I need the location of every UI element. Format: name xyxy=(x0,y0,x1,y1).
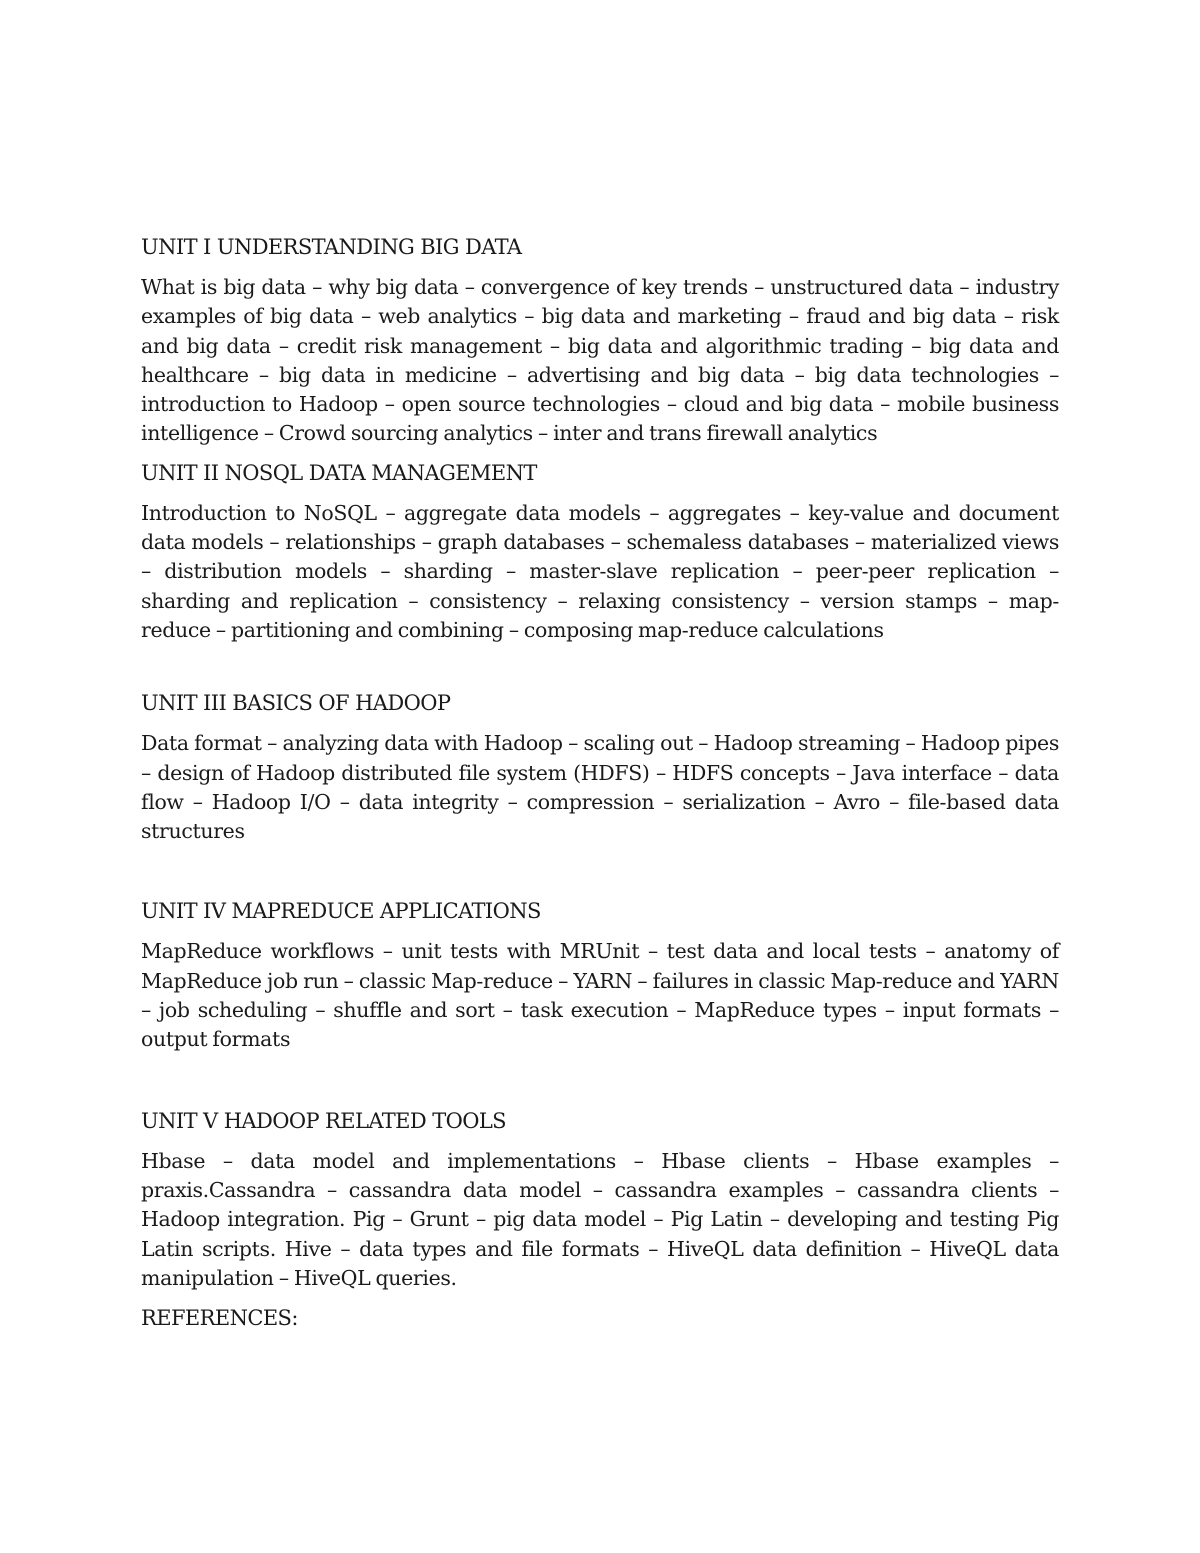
syllabus-document xyxy=(141,232,1059,1344)
unit-4-heading: UNIT IV MAPREDUCE APPLICATIONS xyxy=(141,899,541,924)
unit-3-section xyxy=(141,688,1059,846)
unit-3-heading: UNIT III BASICS OF HADOOP xyxy=(141,691,451,716)
unit-2-heading: UNIT II NOSQL DATA MANAGEMENT xyxy=(141,460,537,485)
unit-1-body: What is big data – why big data – convergence of key trends – unstructured data – industry examples of big data – web analytics – big data and marketing – fraud and big data – risk and big data – credit risk management – big data and algorithmic trading – big data and healthcare – big data in medicine – advertising and big data – big data technologies – introduction to Hadoop – open source technologies – cloud and big data – mobile business intelligence – Crowd sourcing analytics – inter and trans firewall analytics xyxy=(141,275,1059,446)
unit-5-heading: UNIT V HADOOP RELATED TOOLS xyxy=(141,1108,506,1133)
unit-5-section xyxy=(141,1106,1059,1293)
unit-4-body: MapReduce workflows – unit tests with MRUnit – test data and local tests – anatomy of MapReduce job run – classic Map-reduce – YARN – failures in classic Map-reduce and YARN – job scheduling – shuffle and sort – task execution – MapReduce types – input formats – output formats xyxy=(141,939,1059,1052)
unit-1-heading: UNIT I UNDERSTANDING BIG DATA xyxy=(141,235,522,259)
unit-2-section xyxy=(141,458,1059,645)
unit-1-section xyxy=(141,232,1059,449)
unit-4-section xyxy=(141,896,1059,1054)
unit-2-body: Introduction to NoSQL – aggregate data models – aggregates – key-value and document data models – relationships – graph databases – schemaless databases – materialized views – distribution models – sharding – master-slave replication – peer-peer replication – sharding and replication – consistency – relaxing consistency – version stamps – map-reduce – partitioning and combining – composing map-reduce calculations xyxy=(141,500,1059,642)
unit-3-body: Data format – analyzing data with Hadoop – scaling out – Hadoop streaming – Hadoop pipes – design of Hadoop distributed file system (HDFS) – HDFS concepts – Java interface – data flow – Hadoop I/O – data integrity – compression – serialization – Avro – file-based data structures xyxy=(141,731,1059,844)
references-heading: REFERENCES: xyxy=(141,1306,298,1331)
unit-5-body: Hbase – data model and implementations – Hbase clients – Hbase examples – praxis.Cassandra – cassandra data model – cassandra examples – cassandra clients – Hadoop integration. Pig – Grunt – pig data model – Pig Latin – developing and testing Pig Latin scripts. Hive – data types and file formats – HiveQL data definition – HiveQL data manipulation – HiveQL queries. xyxy=(141,1148,1059,1290)
